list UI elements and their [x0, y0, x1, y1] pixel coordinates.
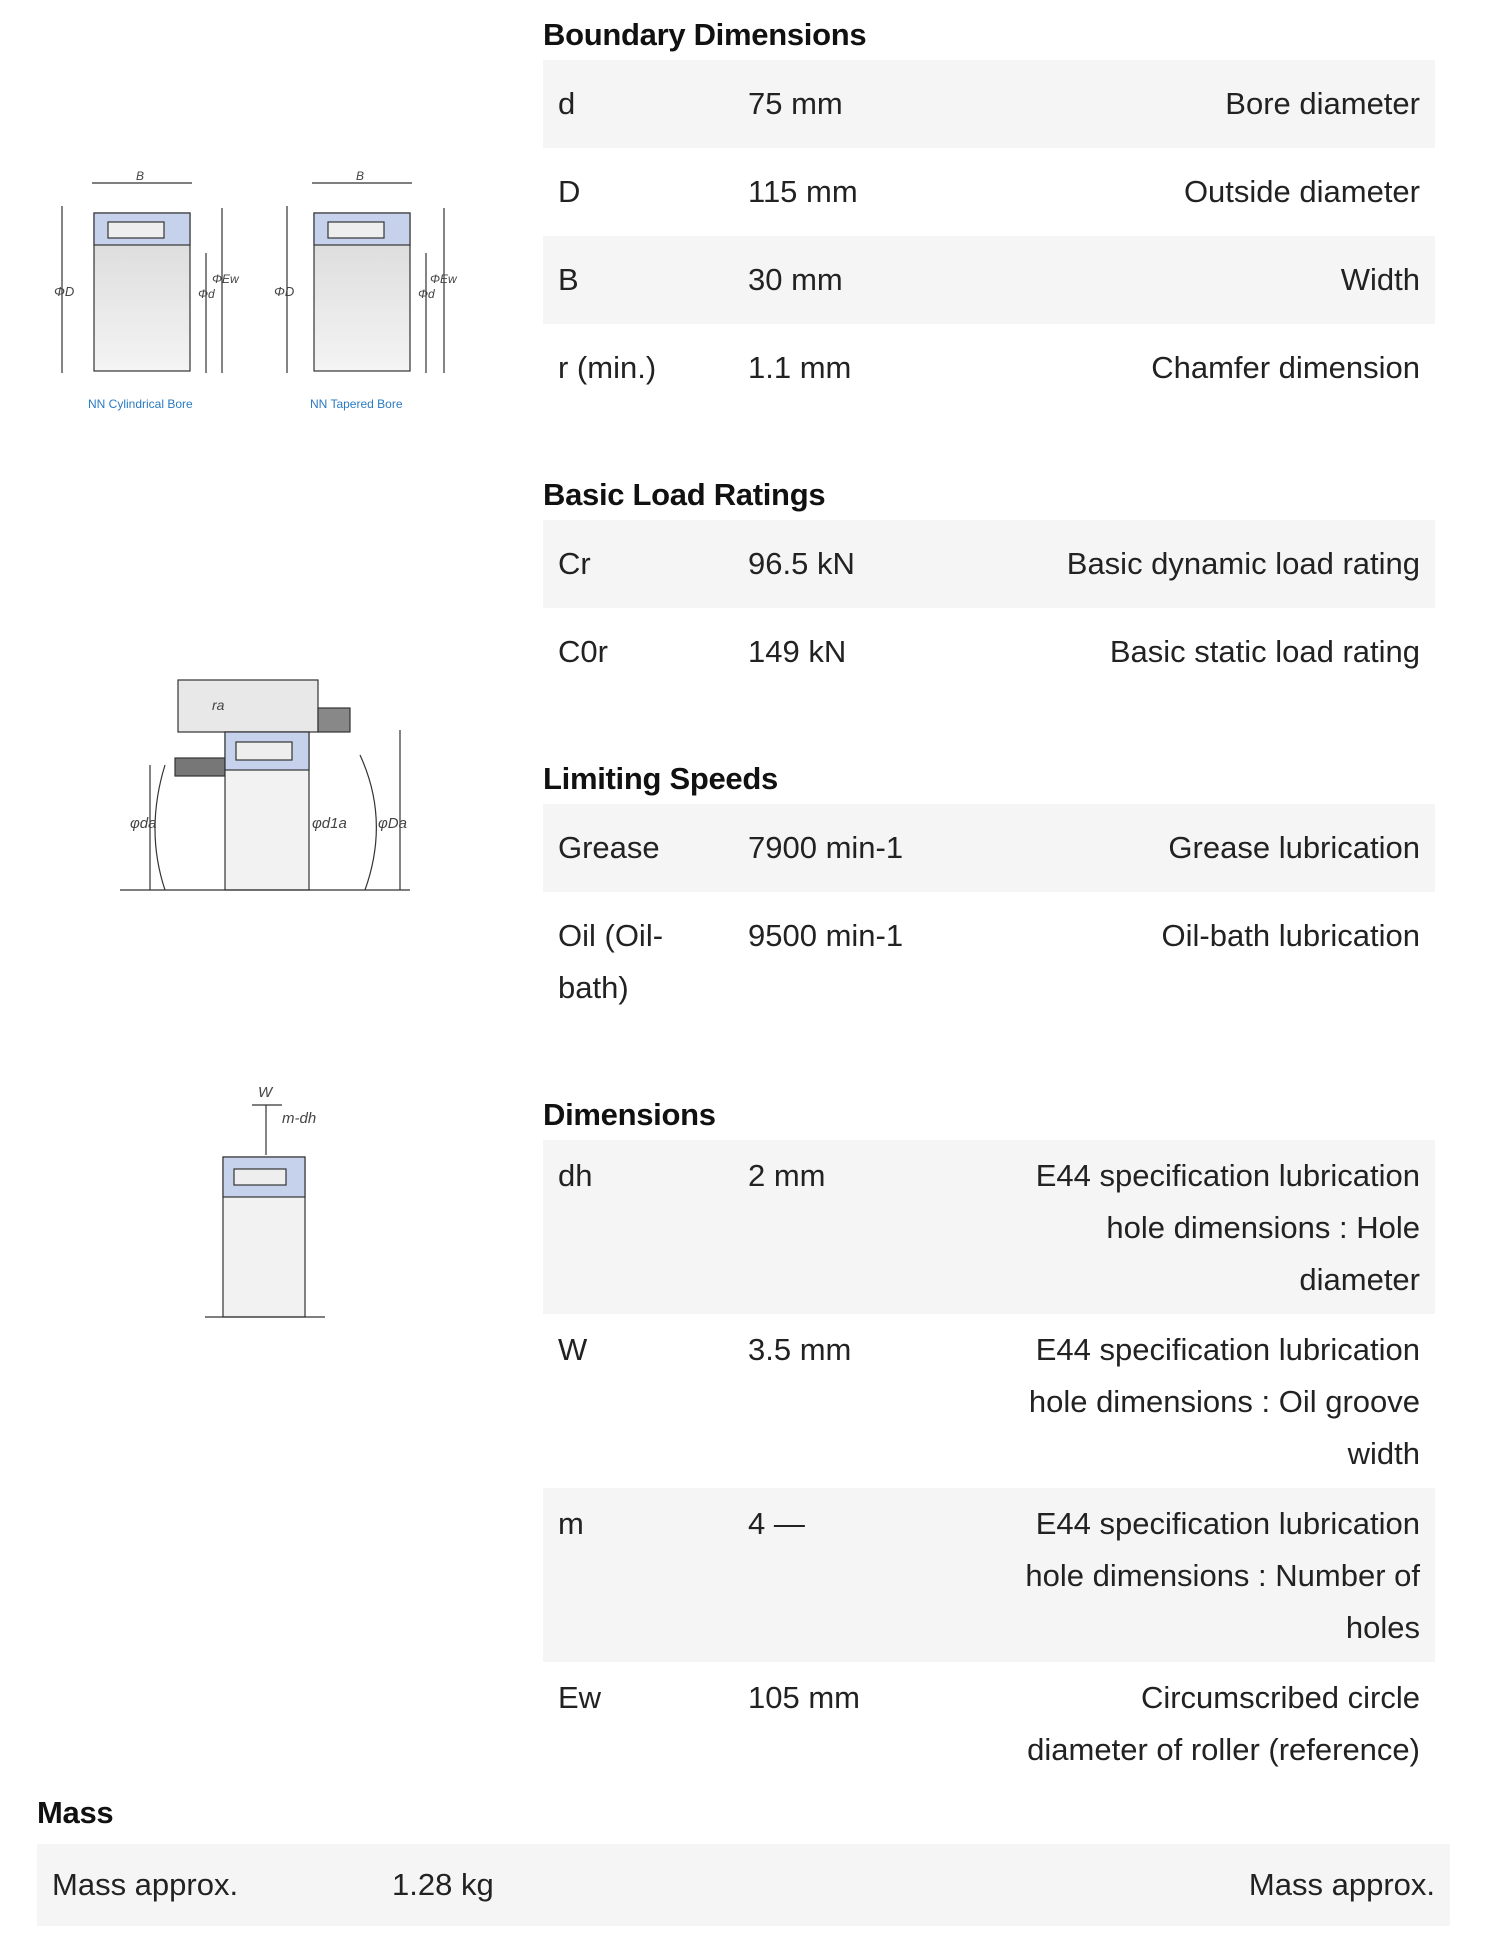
spec-value: 2 mm	[748, 1140, 1008, 1314]
svg-text:ΦEw: ΦEw	[430, 272, 457, 286]
spec-table	[543, 520, 1435, 696]
spec-description: Basic dynamic load rating	[1008, 520, 1435, 608]
spec-value: 105 mm	[748, 1680, 860, 1715]
limiting-speeds-section	[543, 754, 1435, 1032]
spec-symbol: Grease	[543, 804, 748, 892]
spec-description: Circumscribed circle diameter of roller (reference)	[1027, 1680, 1420, 1767]
spec-value: 9500 min-1	[748, 918, 904, 953]
spec-value: 75 mm	[748, 60, 1008, 148]
svg-text:Φd: Φd	[418, 287, 435, 301]
spec-symbol: W	[558, 1332, 588, 1367]
spec-symbol: D	[558, 174, 581, 209]
svg-text:ΦEw: ΦEw	[212, 272, 239, 286]
spec-table	[543, 804, 1435, 1032]
spec-description: Oil-bath lubrication	[1161, 918, 1420, 953]
table-row	[543, 608, 1435, 696]
mass-description: Mass approx.	[1248, 1867, 1435, 1902]
table-row	[543, 892, 1435, 1032]
spec-symbol: m	[543, 1488, 748, 1662]
spec-value: 149 kN	[748, 634, 847, 669]
section-title: Basic Load Ratings	[543, 477, 826, 512]
oil-groove-diagram	[190, 1085, 370, 1325]
table-row	[543, 1488, 1435, 1662]
svg-text:φda: φda	[130, 815, 157, 832]
mass-value: 1.28 kg	[392, 1867, 494, 1902]
tapered-bore-drawing	[274, 169, 458, 373]
spec-value: 115 mm	[748, 174, 858, 209]
spec-description: E44 specification lubrication hole dimensions : Oil groove width	[1028, 1332, 1420, 1471]
mass-section	[37, 1788, 1450, 1926]
dimensions-section	[543, 1090, 1435, 1784]
spec-description: Grease lubrication	[1008, 804, 1435, 892]
table-row	[543, 520, 1435, 608]
spec-value: 3.5 mm	[748, 1332, 852, 1367]
table-row	[543, 804, 1435, 892]
table-row	[543, 148, 1435, 236]
table-row	[543, 1140, 1435, 1314]
spec-description: Outside diameter	[1183, 174, 1420, 209]
spec-symbol: r (min.)	[558, 350, 657, 385]
svg-text:φDa: φDa	[378, 815, 407, 832]
spec-description: Width	[1008, 236, 1435, 324]
caption-tapered-bore: NN Tapered Bore	[310, 397, 403, 411]
spec-symbol: Cr	[543, 520, 748, 608]
spec-description: E44 specification lubrication hole dimensions : Hole diameter	[1008, 1140, 1435, 1314]
cylindrical-bore-drawing	[54, 169, 240, 373]
svg-text:ra: ra	[212, 697, 225, 713]
svg-text:φd1a: φd1a	[312, 815, 347, 832]
spec-symbol: Oil (Oil-bath)	[558, 918, 664, 1005]
bearing-bore-diagram	[52, 168, 472, 411]
specifications	[543, 0, 1435, 1842]
spec-symbol: d	[543, 60, 748, 148]
svg-text:B: B	[356, 169, 365, 183]
spec-value: 1.1 mm	[748, 350, 852, 385]
spec-description: Bore diameter	[1008, 60, 1435, 148]
mounting-dimensions-diagram	[120, 670, 440, 900]
spec-value: 7900 min-1	[748, 804, 1008, 892]
mass-label: Mass approx.	[52, 1867, 239, 1902]
spec-symbol: Ew	[558, 1680, 602, 1715]
spec-value: 96.5 kN	[748, 520, 1008, 608]
section-title: Boundary Dimensions	[543, 17, 867, 52]
section-title: Mass	[37, 1795, 114, 1830]
svg-text:Φd: Φd	[198, 287, 215, 301]
diagram-column	[0, 0, 540, 1780]
spec-symbol: B	[543, 236, 748, 324]
spec-symbol: dh	[543, 1140, 748, 1314]
spec-table	[543, 60, 1435, 412]
spec-value: 4 —	[748, 1488, 1008, 1662]
spec-description: E44 specification lubrication hole dimensions : Number of holes	[1008, 1488, 1435, 1662]
caption-cylindrical-bore: NN Cylindrical Bore	[88, 397, 193, 411]
svg-text:W: W	[258, 1084, 273, 1101]
svg-text:ΦD: ΦD	[274, 284, 295, 299]
table-row	[37, 1844, 1450, 1926]
table-row	[543, 1314, 1435, 1488]
spec-description: Basic static load rating	[1109, 634, 1420, 669]
section-title: Dimensions	[543, 1097, 716, 1132]
spec-description: Chamfer dimension	[1151, 350, 1420, 385]
basic-load-ratings-section	[543, 470, 1435, 696]
svg-text:ΦD: ΦD	[54, 284, 75, 299]
table-row	[543, 324, 1435, 412]
svg-text:m-dh: m-dh	[282, 1110, 317, 1127]
spec-table	[543, 1140, 1435, 1784]
svg-text:B: B	[136, 169, 145, 183]
spec-value: 30 mm	[748, 236, 1008, 324]
table-row	[543, 1662, 1435, 1784]
boundary-dimensions-section	[543, 10, 1435, 412]
spec-symbol: C0r	[558, 634, 608, 669]
section-title: Limiting Speeds	[543, 761, 778, 796]
table-row	[543, 236, 1435, 324]
table-row	[543, 60, 1435, 148]
